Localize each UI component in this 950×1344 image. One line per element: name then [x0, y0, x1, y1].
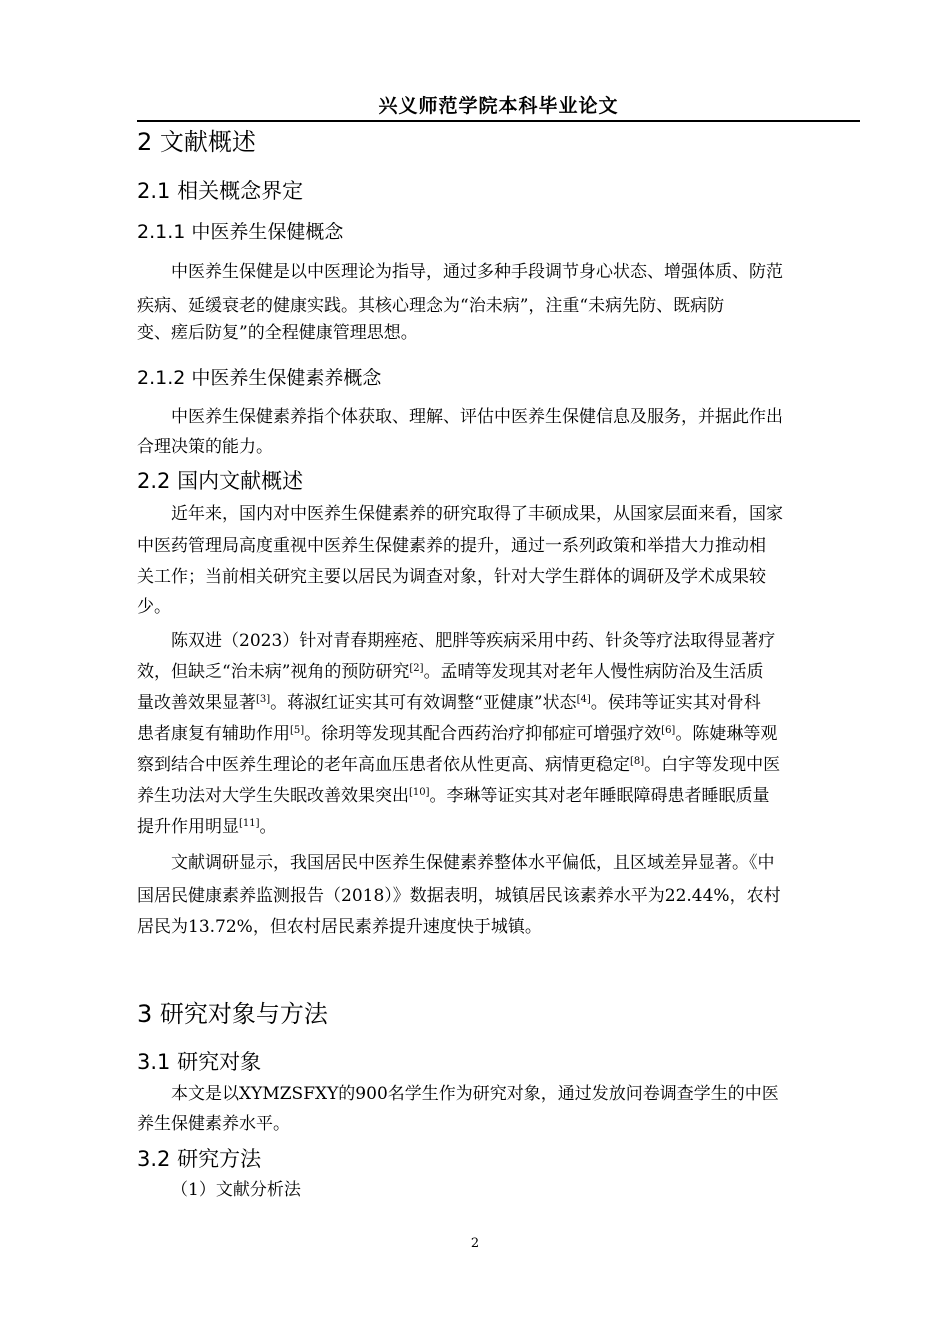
paragraph-line: 疾病、延缓衰老的健康实践。其核心理念为“治未病”，注重“未病先防、既病防	[137, 296, 725, 316]
text-run: 。徐玥等发现其配合西药治疗抑郁症可增强疗效	[304, 724, 662, 744]
paragraph-line: 本文是以XYMZSFXY的900名学生作为研究对象，通过发放问卷调查学生的中医	[171, 1084, 779, 1104]
paragraph-line: 居民为13.72%，但农村居民素养提升速度快于城镇。	[137, 917, 542, 937]
paragraph-line: 国居民健康素养监测报告（2018）》数据表明，城镇居民该素养水平为22.44%，农村	[137, 886, 781, 906]
text-run: 察到结合中医养生理论的老年高血压患者依从性更高、病情更稳定	[137, 755, 630, 775]
section-2-1-2-heading: 2.1.2 中医养生保健素养概念	[137, 367, 382, 389]
paragraph-line: 近年来，国内对中医养生保健素养的研究取得了丰硕成果，从国家层面来看，国家	[171, 504, 783, 524]
citation-ref: [10]	[409, 787, 430, 798]
text-run: 。陈婕琳等观	[675, 724, 778, 744]
paragraph-line	[137, 779, 860, 813]
citation-ref: [6]	[661, 725, 676, 736]
paragraph-line: 关工作；当前相关研究主要以居民为调查对象，针对大学生群体的调研及学术成果较	[137, 567, 766, 587]
paragraph-line	[137, 748, 860, 782]
paragraph-line: 中医药管理局高度重视中医养生保健素养的提升，通过一系列政策和举措大力推动相	[137, 536, 766, 556]
paragraph-line: 合理决策的能力。	[137, 437, 273, 457]
text-run: 。侯玮等证实其对骨科	[590, 693, 761, 713]
text-run: 。孟晴等发现其对老年人慢性病防治及生活质	[423, 662, 764, 682]
text-run: 量改善效果显著	[137, 693, 256, 713]
citation-ref: [5]	[290, 725, 305, 736]
paragraph-line	[137, 686, 860, 720]
paragraph-line: 少。	[137, 597, 171, 617]
page-header: 兴义师范学院本科毕业论文	[137, 92, 860, 122]
section-2-1-1-heading: 2.1.1 中医养生保健概念	[137, 221, 344, 243]
paragraph-line: 陈双进（2023）针对青春期痤疮、肥胖等疾病采用中药、针灸等疗法取得显著疗	[171, 631, 776, 651]
list-item: （1）文献分析法	[171, 1180, 301, 1200]
text-run: 。白宇等发现中医	[644, 755, 781, 775]
paragraph-line	[137, 655, 860, 689]
paragraph-line	[137, 810, 860, 844]
section-2-1-heading: 2.1 相关概念界定	[137, 179, 304, 203]
text-run: 患者康复有辅助作用	[137, 724, 290, 744]
text-run: 效，但缺乏“治未病”视角的预防研究	[137, 662, 410, 682]
text-run: 提升作用明显	[137, 817, 239, 837]
text-run: 。蒋淑红证实其可有效调整“亚健康”状态	[270, 693, 577, 713]
page-number: 2	[470, 1236, 480, 1251]
paragraph-line: 变、瘥后防复”的全程健康管理思想。	[137, 323, 418, 343]
text-run: 养生功法对大学生失眠改善效果突出	[137, 786, 409, 806]
paragraph-line: 文献调研显示，我国居民中医养生保健素养整体水平偏低，且区域差异显著。《中	[171, 853, 775, 873]
citation-ref: [2]	[409, 663, 424, 674]
paragraph-line: 中医养生保健是以中医理论为指导，通过多种手段调节身心状态、增强体质、防范	[171, 262, 783, 282]
paragraph-line	[137, 717, 860, 751]
text-run: 。	[259, 817, 277, 837]
paragraph-line: 中医养生保健素养指个体获取、理解、评估中医养生保健信息及服务，并据此作出	[171, 407, 783, 427]
paragraph-line: 养生保健素养水平。	[137, 1114, 290, 1134]
section-2-2-heading: 2.2 国内文献概述	[137, 469, 304, 493]
section-3-2-heading: 3.2 研究方法	[137, 1147, 262, 1171]
citation-ref: [11]	[239, 818, 260, 829]
section-3-heading: 3 研究对象与方法	[137, 1000, 328, 1028]
section-3-1-heading: 3.1 研究对象	[137, 1050, 262, 1074]
text-run: 。李琳等证实其对老年睡眠障碍患者睡眠质量	[429, 786, 770, 806]
section-2-heading: 2 文献概述	[137, 128, 256, 156]
citation-ref: [4]	[576, 694, 591, 705]
citation-ref: [8]	[630, 756, 645, 767]
citation-ref: [3]	[256, 694, 271, 705]
